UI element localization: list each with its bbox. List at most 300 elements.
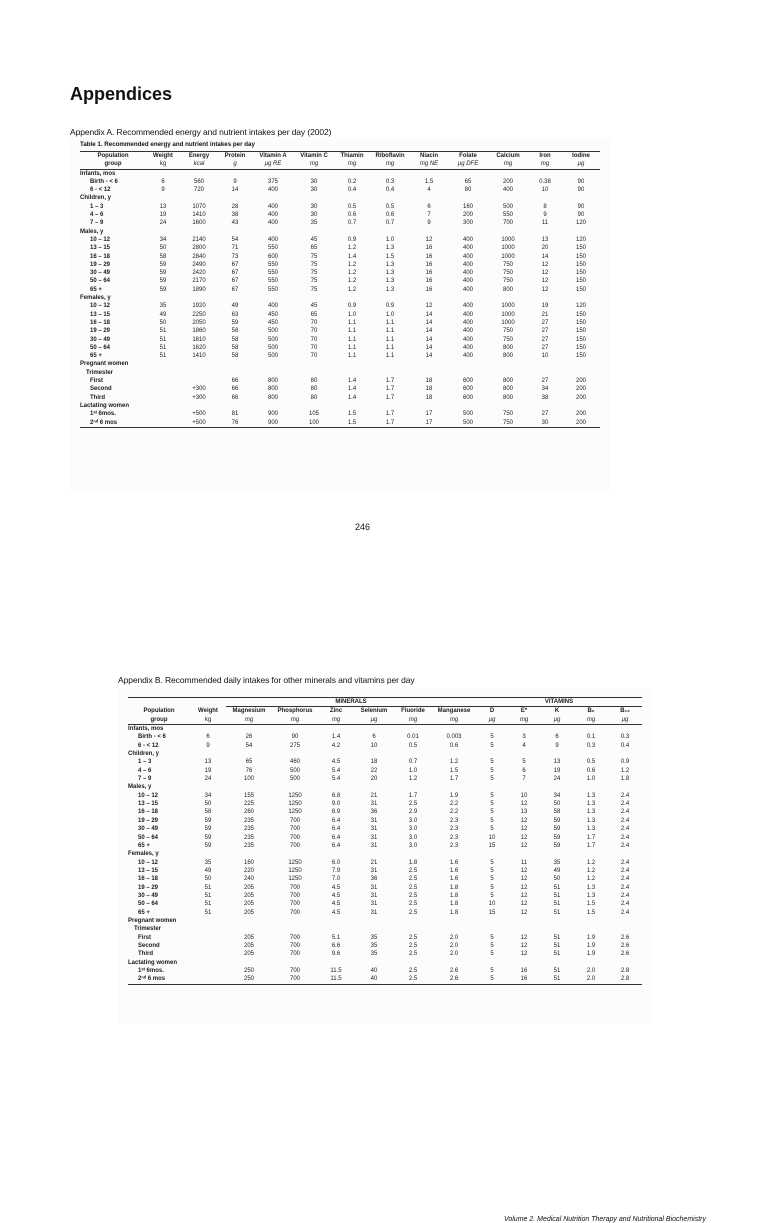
table-cell: 6.8 xyxy=(331,792,341,799)
t2-col-unit: mg xyxy=(449,716,459,723)
table-cell: 1620 xyxy=(192,344,206,351)
table-cell: 4 xyxy=(427,187,431,194)
t1-col-unit: mg xyxy=(347,161,357,168)
t1-row xyxy=(80,352,600,360)
table-cell: 4.5 xyxy=(331,759,341,766)
table-cell: 59 xyxy=(159,270,167,277)
t2-row xyxy=(128,867,642,875)
table-cell: 75 xyxy=(310,270,318,277)
table-cell: 120 xyxy=(575,303,586,310)
table-cell: 1.8 xyxy=(449,892,459,899)
row-label: 16 – 18 xyxy=(90,253,111,260)
table-cell: 27 xyxy=(541,344,549,351)
table-cell: 5 xyxy=(490,884,494,891)
table-cell: 58 xyxy=(231,344,239,351)
table-cell: 45 xyxy=(310,236,318,243)
row-label: Second xyxy=(138,942,160,949)
table-cell: 1.7 xyxy=(385,386,395,393)
table-cell: 0.01 xyxy=(407,734,419,741)
row-label: 6 - < 12 xyxy=(90,187,111,194)
table-cell: 1890 xyxy=(192,286,206,293)
table-cell: 66 xyxy=(231,378,239,385)
table-cell: 800 xyxy=(502,386,513,393)
table-cell: 720 xyxy=(193,187,204,194)
table-cell: 900 xyxy=(267,419,278,426)
table-cell: 1.0 xyxy=(385,311,395,318)
table-cell: 150 xyxy=(575,311,586,318)
table-cell: 0.6 xyxy=(586,767,596,774)
table-cell: 31 xyxy=(370,834,378,841)
table-cell: 700 xyxy=(289,834,300,841)
row-label: 1 – 3 xyxy=(138,759,152,766)
table-cell: 31 xyxy=(370,801,378,808)
table-cell: 1.3 xyxy=(586,826,596,833)
table-cell: 2.5 xyxy=(408,876,418,883)
table-cell: 1.2 xyxy=(586,859,596,866)
table-cell: 800 xyxy=(502,344,513,351)
table-cell: 43 xyxy=(231,220,239,227)
row-label: 30 – 49 xyxy=(138,826,159,833)
table-cell: 155 xyxy=(243,792,254,799)
t1-row xyxy=(80,219,600,227)
table-cell xyxy=(190,975,226,984)
row-label: 13 – 15 xyxy=(90,245,111,252)
table-cell: 400 xyxy=(462,311,473,318)
t2-row xyxy=(128,775,642,783)
table-cell: 2.4 xyxy=(620,801,630,808)
table-cell: 2.0 xyxy=(586,968,596,974)
table-cell: 1250 xyxy=(288,859,302,866)
table-cell: 18 xyxy=(370,759,378,766)
table-cell: 800 xyxy=(267,378,278,385)
table-cell: 1.3 xyxy=(586,792,596,799)
table-cell: 45 xyxy=(310,303,318,310)
table-cell: 1.5 xyxy=(449,767,459,774)
table-cell: 5 xyxy=(490,767,494,774)
table-cell: 5.4 xyxy=(331,776,341,783)
row-label: 4 – 6 xyxy=(90,212,104,219)
table-cell: 150 xyxy=(575,336,586,343)
table-cell: 0.7 xyxy=(347,220,357,227)
table-cell: 1.1 xyxy=(385,319,395,326)
table-cell: 26 xyxy=(245,734,253,741)
t1-row xyxy=(80,244,600,252)
table-cell: 19 xyxy=(204,767,212,774)
table-cell: 11 xyxy=(520,859,528,866)
table-cell: 10 xyxy=(370,742,378,749)
table-cell: 500 xyxy=(267,336,278,343)
table-cell: 2.9 xyxy=(408,809,418,816)
table-cell: 80 xyxy=(310,394,318,401)
table-cell: 19 xyxy=(159,212,167,219)
table-cell: 11 xyxy=(541,220,549,227)
table-cell: 1.5 xyxy=(347,419,357,426)
table-cell: 13 xyxy=(541,236,549,243)
table-cell: 1.6 xyxy=(449,876,459,883)
table-cell: 1250 xyxy=(288,809,302,816)
table-cell: 2.5 xyxy=(408,892,418,899)
table-cell: 31 xyxy=(370,842,378,849)
t1-col-unit: kcal xyxy=(193,161,205,168)
table-cell: 400 xyxy=(462,261,473,268)
row-label: 16 – 18 xyxy=(138,876,159,883)
table-cell: 0.003 xyxy=(446,734,462,741)
table-cell: 1000 xyxy=(501,245,515,252)
t2-row xyxy=(128,750,642,758)
table-cell: 24 xyxy=(159,220,167,227)
table-cell: 0.5 xyxy=(408,742,418,749)
table-cell: 400 xyxy=(462,303,473,310)
t2-col-unit: mg xyxy=(290,716,300,723)
table-cell: 0.3 xyxy=(385,178,395,185)
t2-col-header: Population xyxy=(143,708,175,715)
table-cell: 34 xyxy=(553,792,561,799)
table-cell: 75 xyxy=(310,278,318,285)
table-cell: 500 xyxy=(267,344,278,351)
t1-row xyxy=(80,402,600,410)
table-cell: 800 xyxy=(502,353,513,360)
table-cell: 3.0 xyxy=(408,842,418,849)
table-cell: 51 xyxy=(204,901,212,908)
table-cell: 0.9 xyxy=(385,303,395,310)
table-cell: 16 xyxy=(425,261,433,268)
table-cell: 450 xyxy=(267,311,278,318)
table-cell: 1410 xyxy=(192,353,206,360)
table-cell: 1.2 xyxy=(586,876,596,883)
table-cell: +300 xyxy=(192,394,206,401)
t2-row xyxy=(128,875,642,883)
table-cell: 700 xyxy=(289,826,300,833)
table-cell: 22 xyxy=(370,767,378,774)
table-cell: 40 xyxy=(370,976,378,983)
table-cell: 34 xyxy=(204,792,212,799)
row-label: 50 – 64 xyxy=(138,901,159,908)
table-cell: 24 xyxy=(204,776,212,783)
table-cell: 59 xyxy=(204,834,212,841)
table-cell: 9 xyxy=(555,742,559,749)
t1-row xyxy=(80,394,600,402)
table-cell: 750 xyxy=(502,328,513,335)
table-cell: 75 xyxy=(310,253,318,260)
group-label: Females, y xyxy=(128,851,159,858)
table-cell: 27 xyxy=(541,378,549,385)
table-cell: 0.4 xyxy=(385,187,395,194)
table-cell: 51 xyxy=(204,884,212,891)
table-cell: 2.5 xyxy=(408,976,418,983)
t2-row xyxy=(128,900,642,908)
t2-row xyxy=(128,792,642,800)
table-cell: 1600 xyxy=(192,220,206,227)
table-cell: 1860 xyxy=(192,328,206,335)
row-label: 7 – 9 xyxy=(90,220,104,227)
table-cell: 7 xyxy=(522,776,526,783)
table-cell: 3.0 xyxy=(408,826,418,833)
table-cell: 58 xyxy=(159,253,167,260)
table-cell: 67 xyxy=(231,278,239,285)
t1-row xyxy=(80,410,600,418)
table-1-scan xyxy=(70,138,610,490)
table-cell: 80 xyxy=(310,378,318,385)
table-cell: 2.4 xyxy=(620,792,630,799)
table-cell: 5 xyxy=(490,951,494,958)
table-cell: 0.4 xyxy=(620,742,630,749)
table-cell: 550 xyxy=(267,286,278,293)
group-label: Children, y xyxy=(128,751,160,758)
table-cell: 12 xyxy=(541,286,549,293)
table-cell: 8.9 xyxy=(331,809,341,816)
table-cell: 18 xyxy=(425,394,433,401)
table-cell: 100 xyxy=(243,776,254,783)
group-label: Males, y xyxy=(128,784,152,791)
table-cell: 2250 xyxy=(192,311,206,318)
row-label: 65 + xyxy=(138,909,150,916)
table-cell: 38 xyxy=(231,212,239,219)
table-cell: 0.9 xyxy=(620,759,630,766)
table-cell: 400 xyxy=(462,236,473,243)
table-cell: 70 xyxy=(310,328,318,335)
t1-col-header: Thiamin xyxy=(340,153,364,159)
table-cell: 500 xyxy=(289,776,300,783)
table-cell: 500 xyxy=(267,353,278,360)
table-cell: 38 xyxy=(541,394,549,401)
table-cell: 600 xyxy=(267,253,278,260)
table-cell: 36 xyxy=(370,809,378,816)
table-cell: 400 xyxy=(267,236,278,243)
table-cell: 12 xyxy=(520,892,528,899)
table-cell: 0.7 xyxy=(408,759,418,766)
table-cell: 15 xyxy=(488,842,496,849)
table-cell: 9 xyxy=(543,212,547,219)
table-cell: 2800 xyxy=(192,245,206,252)
table-cell: 5.1 xyxy=(331,934,341,941)
row-label: 1 – 3 xyxy=(90,203,104,210)
table-cell: 14 xyxy=(425,336,433,343)
table-cell: 16 xyxy=(520,976,528,983)
table-cell: 275 xyxy=(289,742,300,749)
table-cell: 1.6 xyxy=(449,867,459,874)
table-cell: 150 xyxy=(575,319,586,326)
table-cell: 120 xyxy=(575,220,586,227)
table-cell: 6.4 xyxy=(331,834,341,841)
table-cell: 30 xyxy=(310,203,318,210)
table-cell: 50 xyxy=(553,801,561,808)
table-cell: 16 xyxy=(425,253,433,260)
t2-row xyxy=(128,783,642,791)
table-cell: 2420 xyxy=(192,270,206,277)
table-cell: 400 xyxy=(462,278,473,285)
table-cell: 30 xyxy=(310,212,318,219)
table-cell: 1000 xyxy=(501,253,515,260)
table-cell: 0.4 xyxy=(347,187,357,194)
row-label: 19 – 29 xyxy=(90,261,111,268)
row-label: 19 – 29 xyxy=(90,328,111,335)
table-cell: 31 xyxy=(370,826,378,833)
table-cell: 150 xyxy=(575,245,586,252)
table-cell: 200 xyxy=(575,378,586,385)
table-cell: 2.5 xyxy=(408,968,418,974)
subgroup-label: Trimester xyxy=(86,369,114,376)
table-cell: 31 xyxy=(370,884,378,891)
table-cell: 150 xyxy=(575,328,586,335)
table-cell: 400 xyxy=(267,212,278,219)
table-cell: 750 xyxy=(502,411,513,418)
table-cell: 900 xyxy=(267,411,278,418)
table-cell: 1.7 xyxy=(385,419,395,426)
table-cell: 800 xyxy=(267,394,278,401)
table-cell: 450 xyxy=(267,319,278,326)
table-cell: 5 xyxy=(490,968,494,974)
t2-col-header: E* xyxy=(520,708,528,715)
table-cell: 5 xyxy=(490,826,494,833)
table-cell: 14 xyxy=(425,353,433,360)
t1-row xyxy=(80,385,600,393)
t2-col-unit: µg xyxy=(370,716,378,723)
table-cell: 7.9 xyxy=(331,867,341,874)
t1-col-header: Iron xyxy=(539,153,551,159)
table-cell: 205 xyxy=(243,909,254,916)
table-cell: 11.5 xyxy=(330,976,342,983)
table-cell: 1.7 xyxy=(586,834,596,841)
table-cell: 5 xyxy=(490,734,494,741)
table-cell: 27 xyxy=(541,328,549,335)
table-cell: 1.4 xyxy=(347,394,357,401)
t1-col-header: Energy xyxy=(188,153,210,159)
table-cell: 550 xyxy=(502,212,513,219)
t1-col-header: Calcium xyxy=(496,153,520,159)
minerals-vitamins-table xyxy=(128,697,642,985)
table-cell: 15 xyxy=(488,909,496,916)
row-label: Birth - < 6 xyxy=(138,734,166,741)
group-label: Females, y xyxy=(80,295,111,302)
table-cell: 200 xyxy=(575,419,586,426)
table-cell: 1.7 xyxy=(385,394,395,401)
table-cell: 12 xyxy=(520,951,528,958)
table-cell: 59 xyxy=(231,319,239,326)
table-cell: 375 xyxy=(267,178,278,185)
table-cell: 750 xyxy=(502,261,513,268)
table-cell: 1.3 xyxy=(385,286,395,293)
t2-row xyxy=(128,925,642,933)
table-cell: 80 xyxy=(310,386,318,393)
table-cell: 1250 xyxy=(288,867,302,874)
table-cell: 58 xyxy=(553,809,561,816)
table-cell: 59 xyxy=(159,261,167,268)
t2-col-unit: µg xyxy=(553,716,561,723)
t2-row xyxy=(128,842,642,850)
table-cell: 800 xyxy=(267,386,278,393)
table-cell: 1000 xyxy=(501,236,515,243)
table-cell: 5 xyxy=(490,876,494,883)
t2-row xyxy=(128,758,642,766)
table-cell: 1.3 xyxy=(385,261,395,268)
table-cell: 1.2 xyxy=(449,759,459,766)
table-cell: 5 xyxy=(522,759,526,766)
table-cell: 10 xyxy=(520,792,528,799)
table-cell: 35 xyxy=(204,859,212,866)
table-cell: 205 xyxy=(243,951,254,958)
table-cell: 90 xyxy=(577,178,585,185)
row-label: 13 – 15 xyxy=(138,801,159,808)
table-cell: 400 xyxy=(462,344,473,351)
table-cell: 2.5 xyxy=(408,867,418,874)
table-cell: 4.5 xyxy=(331,909,341,916)
t2-row xyxy=(128,733,642,741)
table-cell: 51 xyxy=(159,336,167,343)
table-cell: 9 xyxy=(161,187,165,194)
appendix-a-caption: Appendix A. Recommended energy and nutrient intakes per day (2002) xyxy=(70,127,332,137)
table-cell: +500 xyxy=(192,411,206,418)
table-cell: 16 xyxy=(425,286,433,293)
table-cell: 235 xyxy=(243,834,254,841)
table-cell: 1.1 xyxy=(347,328,357,335)
table-cell: 2.4 xyxy=(620,842,630,849)
table-cell: 20 xyxy=(541,245,549,252)
table-cell: 100 xyxy=(308,419,319,426)
table-cell: 0.6 xyxy=(347,212,357,219)
table-cell: 400 xyxy=(267,220,278,227)
table-cell: 14 xyxy=(541,253,549,260)
table-cell: 2.5 xyxy=(408,901,418,908)
table-cell: 8 xyxy=(543,203,547,210)
table-cell: 59 xyxy=(553,817,561,824)
table-cell: 90 xyxy=(291,734,299,741)
t2-col-unit: group xyxy=(150,716,168,723)
table-cell: 700 xyxy=(289,942,300,949)
row-label: 50 – 64 xyxy=(90,344,111,351)
table-cell: 0.3 xyxy=(586,742,596,749)
table-cell: 12 xyxy=(520,934,528,941)
table-cell: 1.7 xyxy=(408,792,418,799)
table-cell xyxy=(190,942,226,950)
t2-col-unit: mg xyxy=(331,716,341,723)
table-cell: 2.4 xyxy=(620,901,630,908)
row-label: First xyxy=(90,378,104,385)
table-cell: 2.4 xyxy=(620,834,630,841)
table-cell: +500 xyxy=(192,419,206,426)
table-cell: 12 xyxy=(520,867,528,874)
row-label: 30 – 49 xyxy=(90,270,111,277)
t1-row xyxy=(80,169,600,178)
table-cell: 1.7 xyxy=(449,776,459,783)
t2-row xyxy=(128,884,642,892)
table-cell: 1.3 xyxy=(586,817,596,824)
table-cell: 66 xyxy=(231,394,239,401)
table-cell: 50 xyxy=(159,245,167,252)
table-cell: 11.5 xyxy=(330,968,342,974)
table-cell: 66 xyxy=(231,386,239,393)
t2-row xyxy=(128,767,642,775)
subgroup-label: Trimester xyxy=(134,926,162,933)
t1-row xyxy=(80,228,600,236)
table-cell: 225 xyxy=(243,801,254,808)
table-cell: 700 xyxy=(289,934,300,941)
table-cell: 5 xyxy=(490,976,494,983)
group-label: Males, y xyxy=(80,228,104,235)
table-cell: 51 xyxy=(159,344,167,351)
table-cell: 400 xyxy=(462,245,473,252)
table-cell: 2170 xyxy=(192,278,206,285)
table-cell: 2.0 xyxy=(449,951,459,958)
table-cell: 14 xyxy=(425,319,433,326)
table-cell: 49 xyxy=(204,867,212,874)
table-cell: 2.8 xyxy=(620,968,630,974)
table-cell: 200 xyxy=(575,394,586,401)
table-cell: 3.0 xyxy=(408,817,418,824)
table-cell: 6 xyxy=(372,734,376,741)
table-cell: 1.4 xyxy=(347,253,357,260)
t1-row xyxy=(80,344,600,352)
table-cell: 5 xyxy=(490,801,494,808)
